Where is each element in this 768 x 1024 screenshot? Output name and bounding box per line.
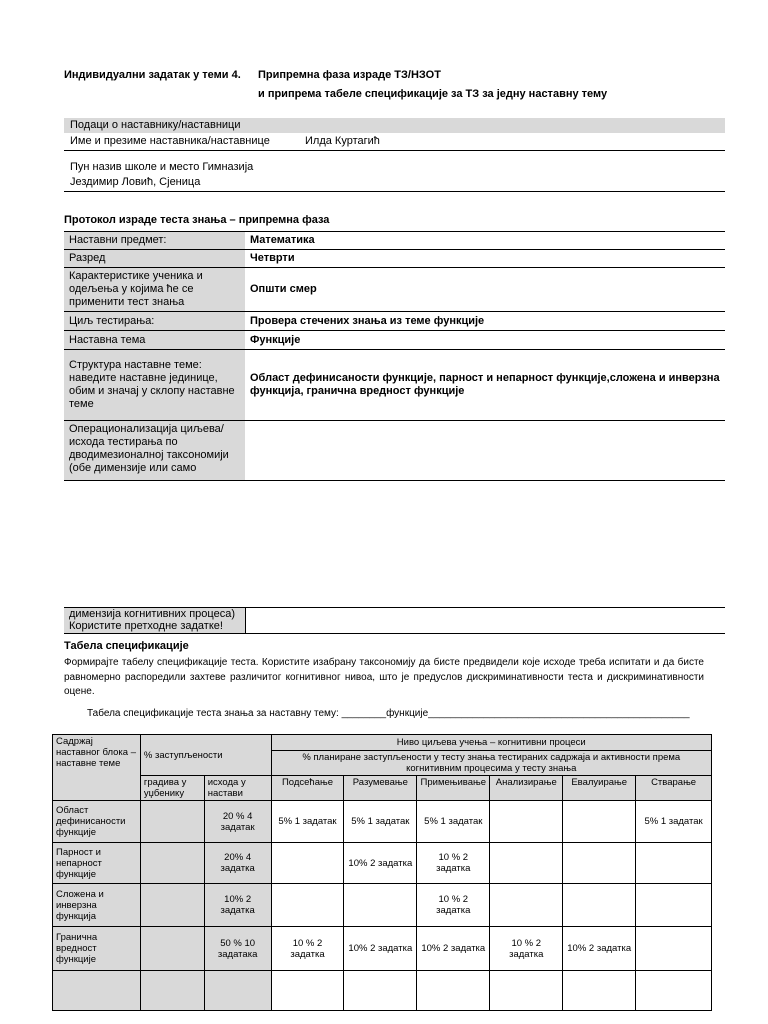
- protocol-title: Протокол израде теста знања – припремна фаза: [64, 214, 330, 226]
- level-cell: 10 % 2 задатка: [417, 843, 490, 884]
- protocol-row: [64, 250, 725, 268]
- level-cell: 10% 2 задатка: [344, 843, 417, 884]
- table-row: [53, 927, 712, 971]
- level-cell: 10 % 2 задатка: [417, 884, 490, 927]
- level-cell: [563, 843, 636, 884]
- protocol-row: [64, 268, 725, 312]
- divider: [64, 150, 725, 151]
- teacher-name-label: Име и презиме наставника/наставнице: [70, 135, 270, 147]
- spec-title: Табела спецификације: [64, 640, 189, 652]
- spec-caption: Табела спецификације теста знања за наставну тему: ________функције_______________________________________________: [87, 708, 690, 719]
- protocol-row: [64, 331, 725, 350]
- protocol-label: Наставна тема: [64, 331, 245, 350]
- protocol-value: Област дефинисаности функције, парност и непарност функције,сложена и инверзна функција, гранична вредност функције: [245, 350, 725, 421]
- protocol-row: [64, 312, 725, 331]
- protocol-label: Наставни предмет:: [64, 232, 245, 250]
- level-cell: 5% 1 задатак: [271, 801, 344, 843]
- school-line-2: Јездимир Ловић, Сјеница: [70, 176, 201, 188]
- level-cell: [563, 801, 636, 843]
- divider: [64, 191, 725, 192]
- school-line-1: Пун назив школе и место Гимназија: [70, 161, 254, 173]
- spec-header-row: [53, 735, 712, 751]
- level-cell: [636, 843, 712, 884]
- level-cell: [271, 843, 344, 884]
- teacher-name-value: Илда Куртагић: [305, 135, 380, 147]
- textbook-cell: [140, 927, 204, 971]
- level-cell: [271, 884, 344, 927]
- protocol-table: [64, 231, 725, 481]
- protocol-row: [64, 350, 725, 421]
- level-cell: [490, 884, 563, 927]
- empty-cell: [344, 971, 417, 1011]
- spec-header-row: [53, 776, 712, 801]
- protocol-label: Структура наставне теме: наведите наставне јединице, обим и значај у склопу наставне теме: [64, 350, 245, 421]
- protocol-value: Провера стечених знања из теме функције: [245, 312, 725, 331]
- level-header-cell: Стварање: [636, 776, 712, 801]
- empty-cell: [563, 971, 636, 1011]
- level-cell: [344, 884, 417, 927]
- table-row: [53, 971, 712, 1011]
- topic-cell: Гранична вредност функције: [53, 927, 141, 971]
- protocol-label: Разред: [64, 250, 245, 268]
- level-cell: 5% 1 задатак: [636, 801, 712, 843]
- empty-cell: [53, 776, 141, 801]
- assignment-title-line1: Припремна фаза израде ТЗ/НЗОТ: [258, 69, 441, 81]
- level-cell: 5% 1 задатак: [344, 801, 417, 843]
- level-cell: [636, 884, 712, 927]
- topic-cell: Парност и непарност функције: [53, 843, 141, 884]
- level-cell: 10 % 2 задатка: [490, 927, 563, 971]
- protocol-value: Четврти: [245, 250, 725, 268]
- outcome-cell: 20 % 4 задатак: [204, 801, 271, 843]
- sub-outcome-header: исхода у настави: [204, 776, 271, 801]
- outcome-cell: 20% 4 задатка: [204, 843, 271, 884]
- level-header-cell: Разумевање: [344, 776, 417, 801]
- level-cell: 10% 2 задатка: [417, 927, 490, 971]
- empty-cell: [53, 971, 141, 1011]
- protocol-value: Функције: [245, 331, 725, 350]
- protocol-value: Општи смер: [245, 268, 725, 312]
- level-header-cell: Евалуирање: [563, 776, 636, 801]
- protocol-value: [245, 421, 725, 481]
- textbook-cell: [140, 801, 204, 843]
- empty-cell: [417, 971, 490, 1011]
- level-cell: [490, 801, 563, 843]
- content-header: Садржај наставног блока – наставне теме: [53, 735, 141, 776]
- level-header-cell: Анализирање: [490, 776, 563, 801]
- protocol-row: [64, 232, 725, 250]
- level-header-cell: Примењивање: [417, 776, 490, 801]
- level-cell: 5% 1 задатак: [417, 801, 490, 843]
- table-row: [53, 801, 712, 843]
- table-row: [53, 843, 712, 884]
- protocol-continued-label: [64, 608, 245, 633]
- protocol-row: [64, 421, 725, 481]
- level-cell: 10 % 2 задатка: [271, 927, 344, 971]
- protocol-value: Математика: [245, 232, 725, 250]
- assignment-title-line2: и припрема табеле спецификације за ТЗ за једну наставну тему: [258, 88, 608, 100]
- level-cell: 10% 2 задатка: [563, 927, 636, 971]
- level-header-cell: Подсећање: [271, 776, 344, 801]
- empty-cell: [636, 971, 712, 1011]
- level-cell: 10% 2 задатка: [344, 927, 417, 971]
- continued-line-1: димензија когнитивних процеса): [69, 608, 235, 620]
- protocol-label: Операционализација циљева/исхода тестирања по дводимезионалној таксономији (обе димензије или само: [64, 421, 245, 481]
- level-cell: [490, 843, 563, 884]
- spec-table: [52, 734, 712, 1011]
- level-cell: [563, 884, 636, 927]
- table-row: [53, 884, 712, 927]
- empty-cell: [140, 971, 204, 1011]
- topic-cell: Сложена и инверзна функција: [53, 884, 141, 927]
- textbook-cell: [140, 843, 204, 884]
- assignment-label: Индивидуални задатак у теми 4.: [64, 69, 241, 81]
- empty-cell: [490, 971, 563, 1011]
- divider: [64, 633, 725, 634]
- textbook-cell: [140, 884, 204, 927]
- divider: [245, 608, 246, 633]
- empty-cell: [204, 971, 271, 1011]
- level-cell: [636, 927, 712, 971]
- teacher-section-title: Подаци о наставнику/наставници: [64, 118, 725, 133]
- outcome-cell: 50 % 10 задатака: [204, 927, 271, 971]
- spec-paragraph: Формирајте табелу спецификације теста. Користите изабрану таксономију да бисте предвидели које исходе треба испитати и да бисте равномерно распоредили захтеве различитог когнитивног нивоа, што је предуслов дискриминативности теста и дискриминативности оцене.: [64, 657, 704, 697]
- level-header: Ниво циљева учења – когнитивни процеси: [271, 735, 711, 751]
- empty-cell: [271, 971, 344, 1011]
- continued-line-2: Користите претходне задатке!: [69, 620, 223, 632]
- sub-textbook-header: градива у уџбенику: [140, 776, 204, 801]
- protocol-label: Циљ тестирања:: [64, 312, 245, 331]
- topic-cell: Област дефинисаности функције: [53, 801, 141, 843]
- percent-header: % заступљености: [140, 735, 271, 776]
- planned-header: % планиране заступљености у тесту знања тестираних садржаја и активности према когнитивним процесима у тесту знања: [271, 751, 711, 776]
- outcome-cell: 10% 2 задатка: [204, 884, 271, 927]
- protocol-label: Карактеристике ученика и одељења у којима ће се применити тест знања: [64, 268, 245, 312]
